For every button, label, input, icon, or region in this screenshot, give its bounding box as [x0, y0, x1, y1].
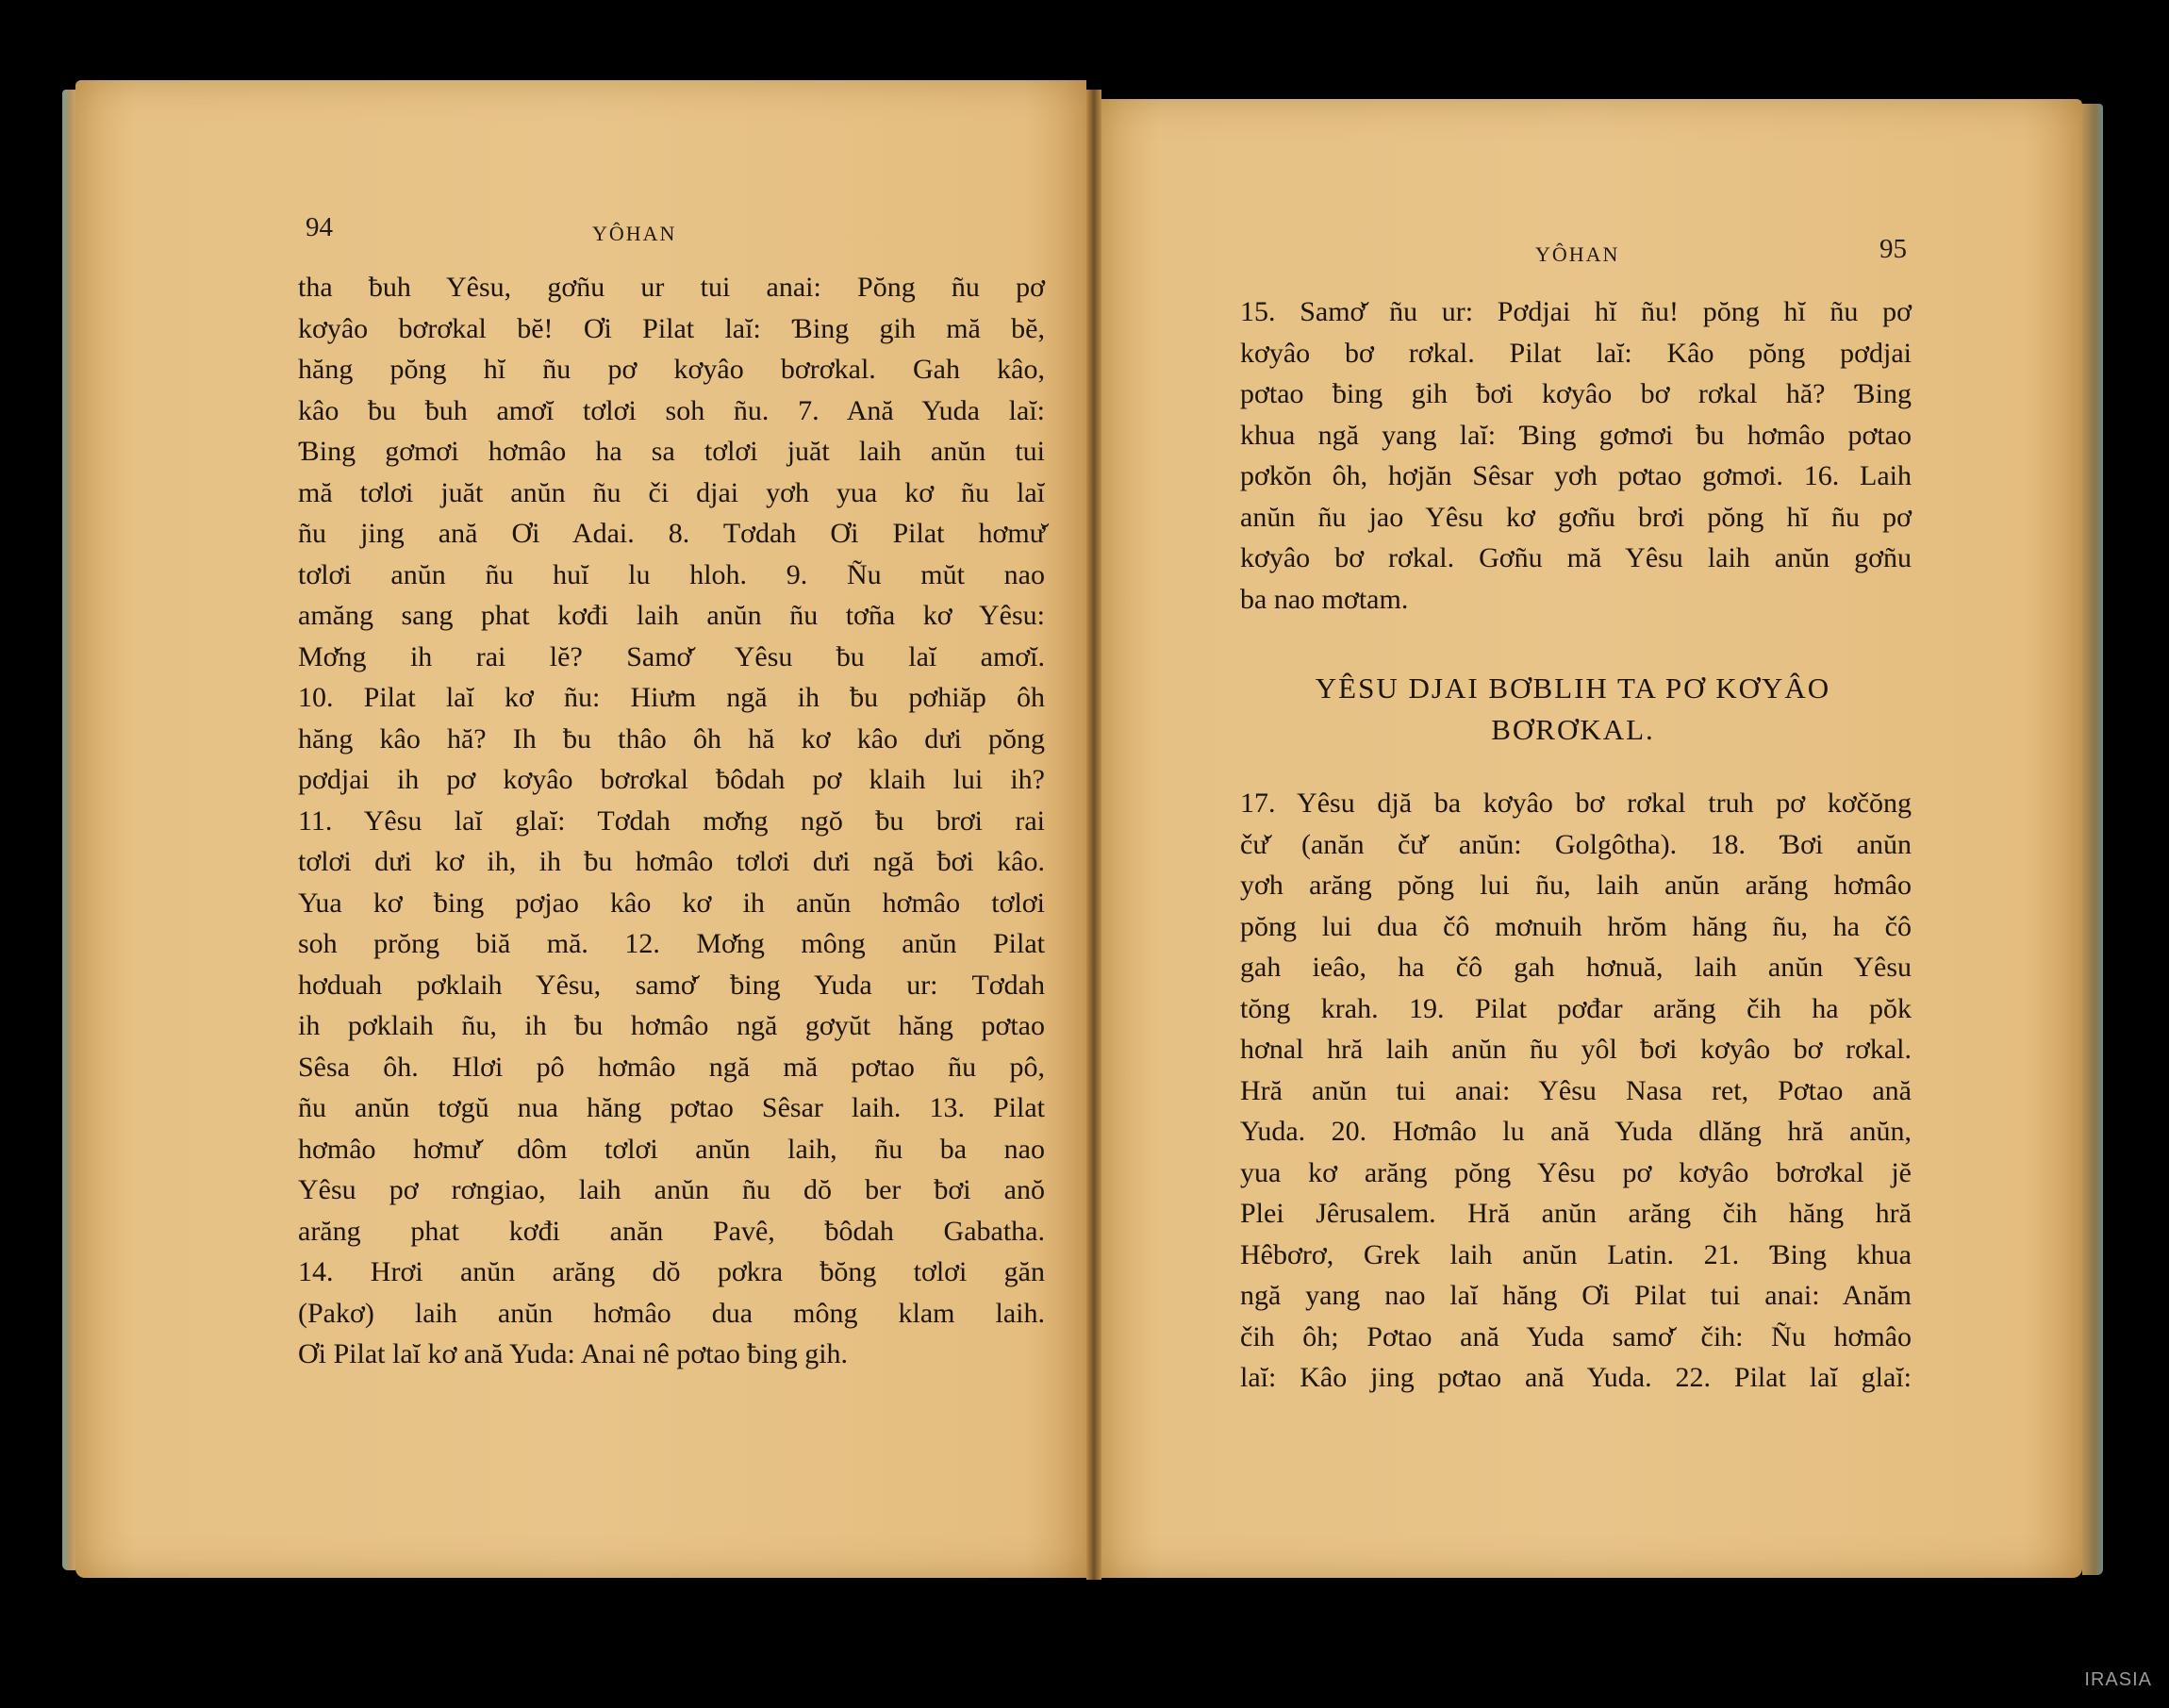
text-line: Mơ̆ng ih rai lĕ? Samơ̆ Yêsu ƀu laĭ amơĭ. [298, 640, 1045, 672]
text-line: 10. Pilat laĭ kơ ñu: Hiưm ngă ih ƀu pơhiăp ôh [298, 682, 1045, 713]
text-line: čư̆ (anăn čư̆ anŭn: Golgôtha). 18. Ɓơi anŭn [1240, 828, 1912, 860]
text-line: Yuda. 20. Hơmâo lu ană Yuda dlăng hră anŭn, [1240, 1116, 1912, 1147]
text-line: 11. Yêsu laĭ glaĭ: Tơdah mơ̆ng ngŏ ƀu brơi rai [298, 804, 1045, 837]
text-line: mă tơlơi juăt anŭn ñu či djai yơh yua kơ ñu laĭ [298, 476, 1045, 508]
text-line: ngă yang nao laĭ hăng Ơi Pilat tui anai: Anăm [1240, 1280, 1912, 1311]
text-line: (Pakơ) laih anŭn hơmâo dua mông klam laih. [298, 1297, 1045, 1329]
text-line: kơyâo bơ rơkal. Gơñu mă Yêsu laih anŭn gơñu [1240, 542, 1912, 573]
text-line: Plei Jêrusalem. Hră anŭn arăng čih hăng hră [1240, 1198, 1912, 1229]
text-line: gah ieâo, ha čô gah hơnuă, laih anŭn Yêsu [1240, 952, 1912, 983]
text-line: Ơi Pilat laĭ kơ ană Yuda: Anai nê pơtao ƀing gih. [298, 1338, 849, 1369]
right-page-number: 95 [1879, 234, 1907, 264]
section-heading [1224, 668, 1922, 751]
text-line: ih pơklaih ñu, ih ƀu hơmâo ngă gơyŭt hăng pơtao [298, 1010, 1045, 1041]
text-line: soh prŏng biă mă. 12. Mơ̆ng mông anŭn Pilat [298, 928, 1045, 959]
text-line: yua kơ arăng pŏng Yêsu pơ kơyâo bơrơkal jĕ [1240, 1156, 1912, 1188]
text-line: yơh arăng pŏng lui ñu, laih anŭn arăng hơmâo [1240, 870, 1912, 901]
text-line: Hêbơrơ, Grek laih anŭn Latin. 21. Ɓing khua [1240, 1238, 1912, 1270]
text-line: čih ôh; Pơtao ană Yuda samơ̆ čih: Ñu hơmâo [1240, 1320, 1912, 1352]
text-line: ñu anŭn tơgŭ nua hăng pơtao Sêsar laih. 13. Pilat [298, 1092, 1045, 1123]
text-line: pơkŏn ôh, hơjăn Sêsar yơh pơtao gơmơi. 16. Laih [1240, 460, 1912, 491]
text-line: khua ngă yang laĭ: Ɓing gơmơi ƀu hơmâo pơtao [1240, 419, 1912, 451]
right-running-head: YÔHAN [1535, 242, 1620, 266]
watermark: IRASIA [2084, 1669, 2152, 1690]
text-line: kâo ƀu ƀuh amơĭ tơlơi soh ñu. 7. Ană Yuda laĭ: [298, 394, 1045, 426]
left-page-number: 94 [306, 212, 333, 242]
text-line: arăng phat kơđi anăn Pavê, ƀôdah Gabatha. [298, 1215, 1045, 1247]
text-line: amăng sang phat kơđi laih anŭn ñu tơña kơ Yêsu: [298, 600, 1045, 631]
text-line: pŏng lui dua čô mơnuih hrŏm hăng ñu, ha čô [1240, 910, 1912, 942]
text-line: pơdjai ih pơ kơyâo bơrơkal ƀôdah pơ klaih lui ih? [298, 764, 1045, 795]
section-heading-line: BƠRƠKAL. [1491, 713, 1655, 746]
text-line: hăng kâo hă? Ih ƀu thâo ôh hă kơ kâo dưi pŏng [298, 722, 1045, 755]
text-line: laĭ: Kâo jing pơtao ană Yuda. 22. Pilat laĭ glaĭ: [1240, 1362, 1912, 1393]
text-line: 14. Hrơi anŭn arăng dŏ pơkra ƀŏng tơlơi găn [298, 1256, 1045, 1287]
text-line: kơyâo bơ rơkal. Pilat laĭ: Kâo pŏng pơdjai [1240, 337, 1912, 369]
text-line: hăng pŏng hĭ ñu pơ kơyâo bơrơkal. Gah kâo, [298, 354, 1045, 385]
text-line: pơtao ƀing gih ƀơi kơyâo bơ rơkal hă? Ɓing [1240, 378, 1912, 409]
book-gutter [1086, 90, 1101, 1580]
text-line: anŭn ñu jao Yêsu kơ gơñu brơi pŏng hĭ ñu pơ [1240, 501, 1912, 533]
left-page [75, 80, 1086, 1578]
text-line: Hră anŭn tui anai: Yêsu Nasa ret, Pơtao ană [1240, 1074, 1912, 1106]
text-line: ba nao mơtam. [1240, 583, 1409, 615]
text-line: 15. Samơ̆ ñu ur: Pơdjai hĭ ñu! pŏng hĭ ñu pơ [1240, 296, 1912, 327]
text-line: Sêsa ôh. Hlơi pô hơmâo ngă mă pơtao ñu pô, [298, 1051, 1045, 1083]
text-line: ñu jing ană Ơi Adai. 8. Tơdah Ơi Pilat hơmư̆ [298, 518, 1045, 549]
right-page-text-bottom [1240, 783, 1912, 1399]
section-heading-line: YÊSU DJAI BƠBLIH TA PƠ KƠYÂO [1315, 672, 1831, 705]
text-line: tha ƀuh Yêsu, gơñu ur tui anai: Pŏng ñu pơ [298, 272, 1045, 303]
text-line: kơyâo bơrơkal bĕ! Ơi Pilat laĭ: Ɓing gih mă bĕ, [298, 312, 1045, 344]
text-line: tơlơi anŭn ñu huĭ lu hloh. 9. Ñu mŭt nao [298, 558, 1045, 590]
right-page-text-top [1240, 291, 1912, 620]
text-line: hơduah pơklaih Yêsu, samơ̆ ƀing Yuda ur: Tơdah [298, 969, 1045, 1001]
text-line: Yêsu pơ rơngiao, laih anŭn ñu dŏ ber ƀơi anŏ [298, 1174, 1045, 1205]
left-page-text [298, 267, 1045, 1375]
text-line: Yua kơ ƀing pơjao kâo kơ ih anŭn hơmâo tơlơi [298, 887, 1045, 919]
left-running-head: YÔHAN [592, 222, 677, 245]
right-page [1101, 99, 2082, 1578]
text-line: Ɓing gơmơi hơmâo ha sa tơlơi juăt laih anŭn tui [298, 436, 1045, 467]
text-line: tŏng krah. 19. Pilat pơđar arăng čih ha pŏk [1240, 992, 1912, 1024]
text-line: hơnal hră laih anŭn ñu yôl ƀơi kơyâo bơ rơkal. [1240, 1034, 1912, 1065]
text-line: tơlơi dưi kơ ih, ih ƀu hơmâo tơlơi dưi ngă ƀơi kâo. [298, 846, 1045, 877]
text-line: 17. Yêsu djă ba kơyâo bơ rơkal truh pơ kơčŏng [1240, 788, 1912, 819]
text-line: hơmâo hơmư̆ dôm tơlơi anŭn laih, ñu ba nao [298, 1133, 1045, 1165]
